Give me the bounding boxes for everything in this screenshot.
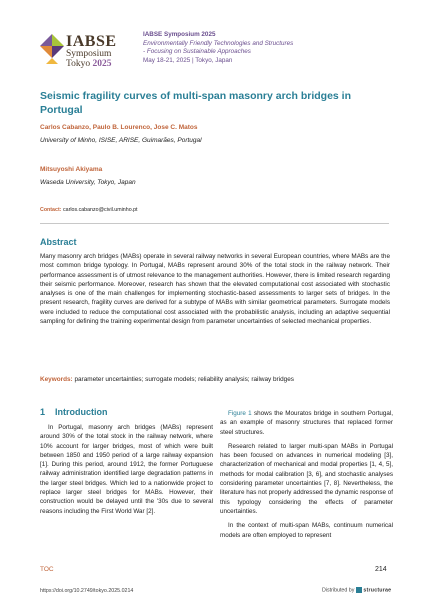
intro-paragraph-4: In the context of multi-span MABs, continuum numerical models are often employed to represent: [220, 522, 393, 539]
page-number: 214: [375, 566, 387, 573]
authors-group-2: Mitsuyoshi Akiyama: [40, 166, 103, 173]
conference-dates: May 18-21, 2025 | Tokyo, Japan: [143, 56, 233, 64]
distributor-credit: [322, 587, 391, 593]
keywords-text: parameter uncertainties; surrogate models; reliability analysis; railway bridges: [74, 376, 294, 383]
conference-name: IABSE Symposium 2025: [143, 31, 216, 38]
logo-year: 2025: [92, 59, 112, 69]
toc-link[interactable]: TOC: [40, 566, 54, 573]
keywords-line: [40, 376, 390, 383]
distributor-name: structurae: [363, 587, 392, 594]
paper-title: Seismic fragility curves of multi-span masonry arch bridges in Portugal: [40, 90, 352, 116]
intro-paragraph-1: In Portugal, masonry arch bridges (MABs) represent around 30% of the total stock in the railway network, where 10% account for larger bridges, most of which were built between 1850 and 1950 period of a large railway expansion [1]. During this period, around 1912, the former Portuguese railway administration identified large degradation patterns in the larger steel bridges. Which led to a nationwide project to replace larger steel bridges for MABs. However, their construction would be delayed until the '30s due to several reasons including the First World War [2].: [40, 424, 213, 515]
logo-city: Tokyo: [66, 59, 91, 69]
left-column: [40, 423, 213, 521]
conference-info: [143, 31, 403, 65]
contact-label: Contact:: [40, 207, 62, 213]
logo-word: IABSE: [66, 33, 117, 50]
authors-group-1: Carlos Cabanzo, Paulo B. Lourenco, Jose C. Matos: [40, 124, 198, 131]
contact-email[interactable]: carlos.cabanzo@civil.uminho.pt: [62, 207, 138, 213]
doi-link[interactable]: https://doi.org/10.2749/tokyo.2025.0214: [40, 588, 134, 594]
logo-symposium: Symposium: [66, 49, 112, 59]
keywords-label: Keywords:: [40, 376, 73, 383]
right-column: [220, 409, 393, 545]
abstract-text: Many masonry arch bridges (MABs) operate in several railway networks in several European countries, where MABs are the most common bridge typology. In Portugal, MABs represent around 30% of the total stock in the railway network. Their performance assessment is of utmost relevance to the management authorities. However, there is limited research regarding their seismic performance. Moreover, research has shown that the elevated computational cost associated with stochastic analyses is one of the main challenges for implementing stochastic-based assessments to larger sets of bridges. In the present research, fragility curves are derived for a subtype of MABs with similar geometrical parameters. Surrogate models were included to reduce the computational cost associated with the probabilistic analysis, including an adaptive sequential sampling for defining the training experimental design from parameter uncertainties of selected mechanical properties.: [40, 253, 390, 326]
conference-subtitle-1: Environmentally Friendly Technologies and Structures: [143, 39, 294, 47]
logo-city-year: [66, 59, 132, 69]
distributed-by-label: Distributed by: [322, 587, 355, 594]
intro-paragraph-2: [220, 409, 393, 437]
intro-paragraph-3: Research related to larger multi-span MABs in Portugal has been focused on advances in numerical modeling [3], characterization of mechanical and modal properties [1, 4, 5], methods for modal calibration [3, 6], and stochastic analyses considering parameter uncertainties [7, 8]. Nevertheless, the literature has not properly addressed the dynamic response of this typology considering the effects of parameter uncertainties.: [220, 442, 393, 515]
conference-subtitle-2: - Focusing on Sustainable Approaches: [143, 48, 251, 55]
contact-line: [40, 207, 138, 213]
structurae-logo-icon: [356, 587, 362, 593]
divider: [40, 223, 389, 224]
section-number: 1: [40, 407, 46, 417]
section-heading-introduction: [40, 407, 108, 417]
abstract-heading: Abstract: [40, 237, 77, 247]
affiliation-2: Waseda University, Tokyo, Japan: [40, 179, 136, 186]
intro-paragraph-2-text: shows the Mouratos bridge in southern Portugal, as an example of masonry structures that replaced former steel structures.: [220, 410, 393, 436]
affiliation-1: University of Minho, ISISE, ARISE, Guimarães, Portugal: [40, 137, 202, 144]
figure-reference-link[interactable]: Figure 1: [228, 410, 252, 417]
section-title: Introduction: [55, 407, 108, 417]
iabse-logo-text: [66, 34, 132, 69]
